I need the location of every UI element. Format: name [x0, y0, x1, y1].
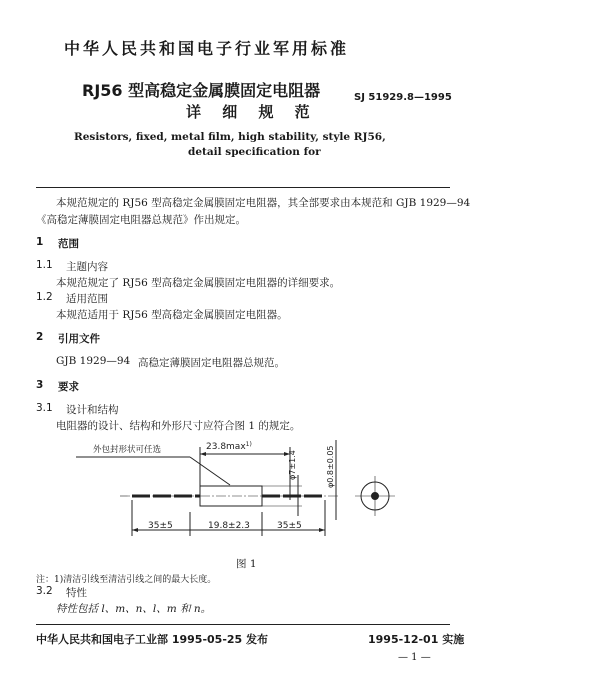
english-title-line1: Resistors, fixed, metal film, high stability, style RJ56, — [74, 131, 386, 143]
dim-right-text: 35±5 — [277, 521, 302, 531]
issued-line: 中华人民共和国电子工业部 1995-05-25 发布 — [36, 633, 269, 646]
section-3-1-title: 设计和结构 — [66, 404, 119, 416]
footer-rule — [36, 624, 450, 625]
dim-top-text: $23.8\max^{1)}$ — [206, 441, 252, 452]
dim-lead-dia-text: φ0.8±0.05 — [326, 445, 335, 488]
arrow-bottom-4 — [319, 528, 325, 532]
reference-code: GJB 1929—94 — [56, 355, 131, 367]
section-3-num: 3 — [36, 379, 44, 391]
page-number: — 1 — — [398, 652, 431, 663]
intro-line1: 本规范规定的 RJ56 型高稳定金属膜固定电阻器，其全部要求由本规范和 GJB 1929—94 — [56, 197, 471, 209]
arrow-top-left — [200, 452, 206, 456]
arrow-bottom-1 — [132, 528, 138, 532]
section-3-2-num: 3.2 — [36, 585, 53, 597]
section-3-1-text: 电阻器的设计、结构和外形尺寸应符合图 1 的规定。 — [56, 420, 301, 432]
section-1-2-text: 本规范适用于 RJ56 型高稳定金属膜固定电阻器。 — [56, 309, 288, 321]
section-2-num: 2 — [36, 331, 44, 343]
section-1-2-num: 1.2 — [36, 291, 53, 303]
figure-caption: 图 1 — [236, 558, 257, 570]
section-3-1-num: 3.1 — [36, 402, 53, 414]
callout-text: 外包封形状可任选 — [93, 445, 162, 455]
section-1-title: 范围 — [58, 238, 79, 250]
section-3-2-text: 特性包括 l、m、n、l、m 和 n。 — [56, 603, 212, 615]
doc-title: RJ56 型高稳定金属膜固定电阻器 — [82, 81, 321, 100]
standard-number: SJ 51929.8—1995 — [354, 92, 452, 103]
org-header: 中华人民共和国电子行业军用标准 — [64, 39, 350, 58]
reference-title: 高稳定薄膜固定电阻器总规范。 — [138, 357, 285, 369]
dim-left-text: 35±5 — [148, 521, 173, 531]
section-3-2-title: 特性 — [66, 587, 87, 599]
section-1-1-num: 1.1 — [36, 259, 53, 271]
callout-leader — [190, 457, 230, 485]
effective-line: 1995-12-01 实施 — [368, 633, 465, 646]
intro-line2: 《高稳定薄膜固定电阻器总规范》作出规定。 — [36, 214, 246, 226]
dim-mid-text: 19.8±2.3 — [208, 521, 250, 531]
section-1-1-title: 主题内容 — [66, 261, 108, 273]
doc-subtitle: 详 细 规 范 — [186, 103, 318, 121]
section-1-num: 1 — [36, 236, 44, 248]
top-rule — [36, 187, 450, 188]
figure-1-drawing — [0, 430, 600, 560]
figure-note: 注：1)清洁引线至清洁引线之间的最大长度。 — [36, 575, 217, 585]
section-1-2-title: 适用范围 — [66, 293, 108, 305]
section-2-title: 引用文件 — [58, 333, 100, 345]
dim-body-dia-text: φ7±1.4 — [288, 450, 297, 480]
english-title-line2: detail specification for — [188, 146, 321, 158]
section-1-1-text: 本规范规定了 RJ56 型高稳定金属膜固定电阻器的详细要求。 — [56, 277, 341, 289]
section-3-title: 要求 — [58, 381, 79, 393]
